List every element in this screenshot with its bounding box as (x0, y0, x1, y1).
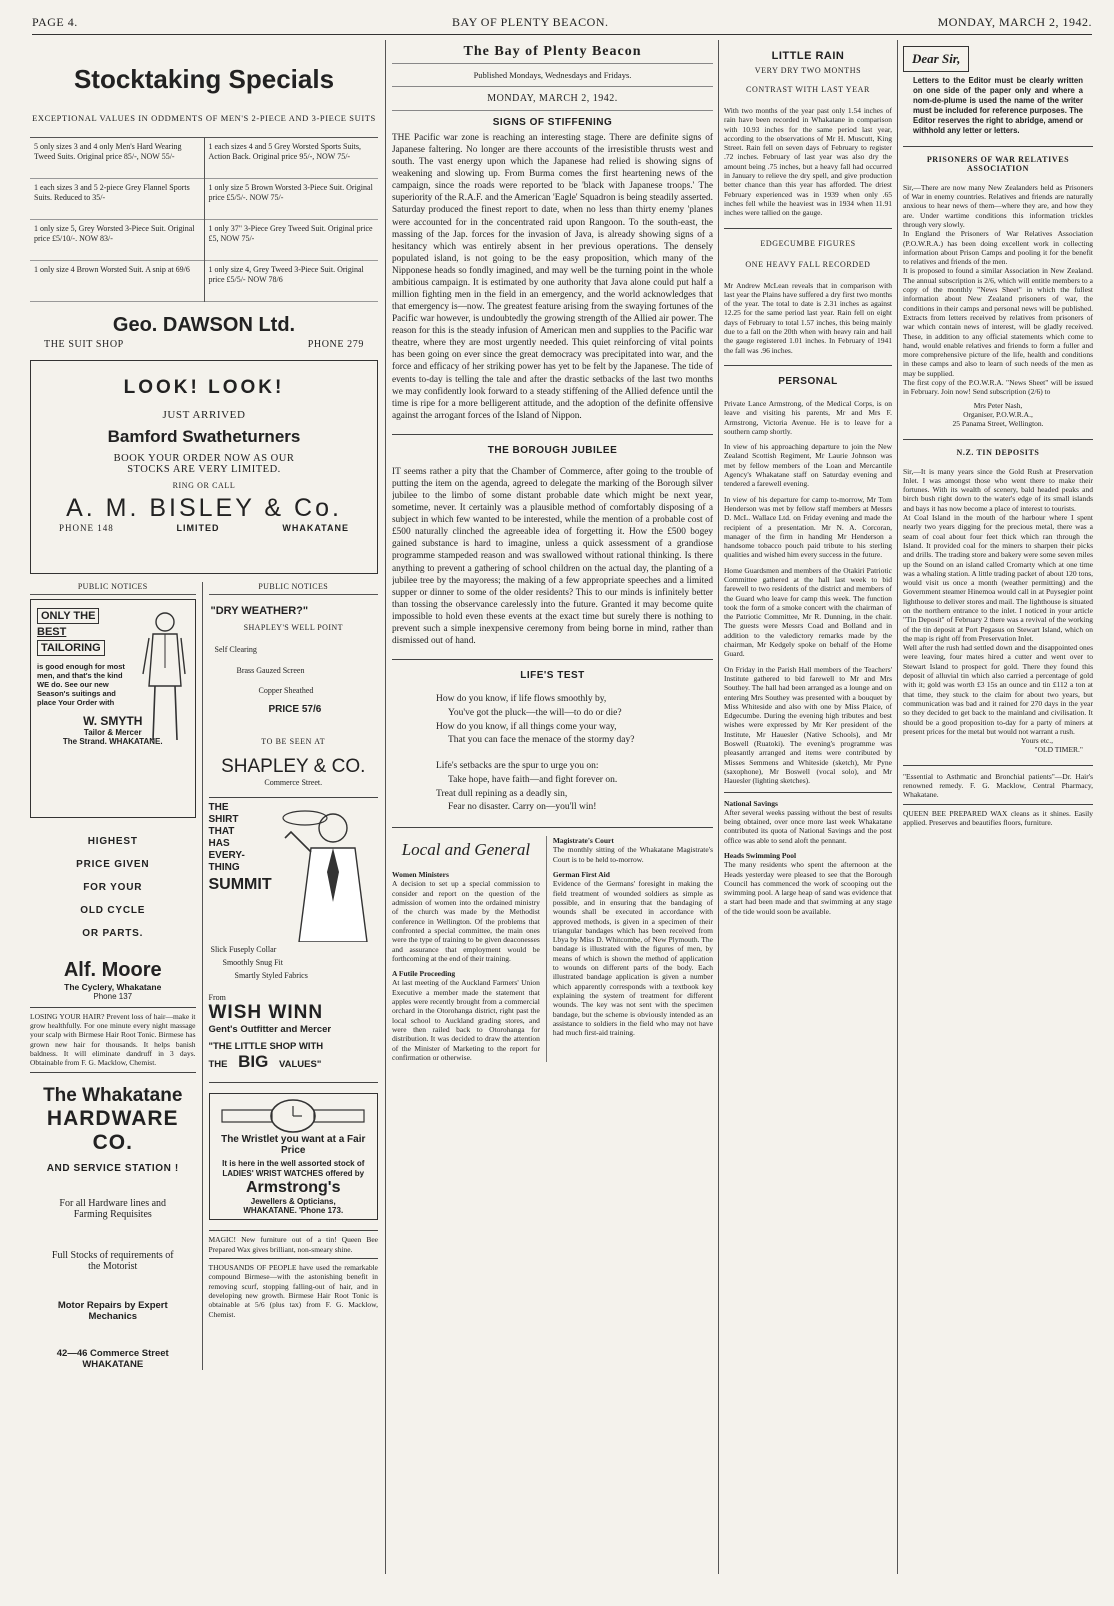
wish-slogan-the: THE (208, 1058, 228, 1070)
suit-list (30, 137, 378, 302)
armstrong-sub: Jewellers & Opticians, (250, 1197, 336, 1207)
page-header (32, 12, 1092, 35)
jubilee-text: IT seems rather a pity that the Chamber of Commerce, after going to the trouble of putting the item on the agenda, agreed to delegate the marking of the Borough silver jubilee to the limbo of some distant probable date which might be next year, sometime, never. It certainly was a plausible method of comfortably disposing of a subject in which few wanted to be interested, while the mention of a probable cost of £500 naturally clinched the agreeable idea of forgetting it. How the £500 bogey gained substance is hard to imagine, unless a quick assessment of a grandiose programme stampeded reason and was swallowed without rational thinking. Is there anything to prevent a gathering of school children on the actual day, the planting of a jubilee tree by the mayoress; the making of a few appropriate speeches and a limited supper or dinner to some of the older residents? This to our minds is infinitely better than tossing the observance carelessly into the future. Granted it may become quite impossible to hold even these events at the exact time but surely there is nothing to prevent such a simple inexpensive ceremony from being borne in mind, rather than dismissed out of hand. (392, 466, 713, 646)
poem-line: Life's setbacks are the spur to urge you on: (436, 761, 599, 772)
pow-para: It is proposed to found a similar Association in New Zealand. The annual subscription is 2/6, which will entitle members to a copy of the monthly "News Sheet" in which the fullest information about New Zealand prisoners of war, the conditions in their camps and personal news will be published. Extracts from letters received by relatives from prisoners of war which contain news of interest, will be gladly received. These, in addition to any official statements which come to hand, would enable relatives and friends to form a fuller and more comprehensive picture of the life, health and conditions in these camps and also to learn of such needs of the men as may be supplied. (903, 266, 1093, 378)
editorial-column (392, 38, 713, 1576)
letters-note: Letters to the Editor must be clearly written on one side of the paper only and where a nom-de-plume is used the name of the writer must be included for reference purposes. The Editor reserves the right to abridge, amend or withhold any letter or letters. (913, 76, 1083, 135)
cycle-line: HIGHEST (87, 835, 138, 847)
bisley-town: WHAKATANE (282, 522, 349, 533)
suit-offer: 1 only size 5 Brown Worsted 3-Piece Suit. Original price £5/5/-. NOW 75/- (205, 179, 379, 220)
pow-signature: 25 Panama Street, Wellington. (952, 419, 1044, 429)
smyth-address: The Strand. WHAKATANE. (62, 736, 163, 746)
asthma-notice: "Essential to Asthmatic and Bronchial patients"—Dr. Hair's renowned remedy. F. G. Macklow, Central Pharmacy, Whakatane. (903, 771, 1093, 800)
suit-offer: 1 only size 5, Grey Worsted 3-Piece Suit. Original price £5/10/-. NOW 83/- (30, 220, 204, 261)
shirt-line: HAS (208, 838, 230, 850)
smyth-trade: Tailor & Mercer (83, 727, 142, 737)
feature-line: Copper Sheathed (258, 686, 314, 696)
tin-para: Well after the rush had settled down and the disappointed ones were leaving, four mates hired a cutter and went over to Stewart Island to prospect for gold. There they found this deposit of alluvial tin which also carried a percentage of gold with it; gold was worth £3 15s an ounce and tin £112 a ton at that time, they stuck to the claim for about two years, but communication was bad and it rained for 270 days in the year so they decided to get back to the mainland and civilisation. It should be a good proposition to-day for a party of miners at present prices for the metal but would not warrant a rush. (903, 643, 1093, 736)
public-notices-left (30, 582, 203, 1370)
public-notices-right (203, 582, 379, 1370)
public-notices-heading: PUBLIC NOTICES (30, 582, 196, 595)
thousands-notice: THOUSANDS OF PEOPLE have used the remarkable compound Birmese—with the astonishing benefit in removing scurf, stopping falling-out of hair, and in developing new growth. Birmese Hair Root Tonic is obtainable at 5/6 (plus tax) from F. G. Macklow, Chemist. (208, 1263, 378, 1319)
cycle-ad (30, 830, 196, 945)
savings-title: National Savings (724, 798, 778, 808)
shirt-man-illustration (275, 802, 375, 942)
wristlet-title: The Wristlet you want at a Fair Price (221, 1133, 366, 1156)
shirt-line: THING (208, 862, 240, 874)
stocktaking-title: Stocktaking Specials (73, 64, 335, 94)
alf-moore-phone: Phone 137 (93, 991, 133, 1001)
stocktaking-ad (30, 64, 378, 356)
suit-offer: 1 only size 4 Brown Worsted Suit. A snip at 69/6 (30, 261, 204, 302)
dawson-name: Geo. DAWSON Ltd. (112, 313, 296, 336)
pow-title: PRISONERS OF WAR RELATIVES ASSOCIATION (926, 154, 1070, 173)
savings-text: After several weeks passing without the best of results being obtained, over once more last week Whakatane contributed its quota of National Savings and the post office was able to send aloft the pennant. (724, 807, 892, 845)
shirt-line: THAT (208, 826, 235, 838)
personal-para: In view of his approaching departure to join the New Zealand Scottish Regiment, Mr Laurie Johnson was met by fellow members of the Loan and Mercantile Agency's Whakatane staff on Saturday evening and tendered a farewell evening. (724, 442, 892, 489)
letters-column (903, 38, 1093, 1576)
personal-para: Home Guardsmen and members of the Otakiri Patriotic Committee gathered at the hall last week to bid farewell to two residents of the district and members of the Guard who leave for camp this week. The function took the form of a smoke concert with the chairman of the Patriotic Committee, Mr R. Dunning, in the chair. The guests were Messrs Coad and Bolland and in addition to the valedictory remarks made by the chairman, Mr Kedgely spoke on behalf of the Home Guard. (724, 565, 892, 659)
look-heading: LOOK! LOOK! (123, 376, 285, 398)
local-general-title: Local and General (401, 840, 531, 860)
armstrong-address: WHAKATANE. 'Phone 173. (243, 1206, 344, 1216)
smyth-body: is good enough for most men, and that's the kind WE do. See our new Season's suitings and place Your Order with (37, 661, 125, 708)
bisley-phone: PHONE 148 (59, 522, 114, 533)
wish-slogan-values: VALUES" (279, 1058, 322, 1070)
local-item-text: Evidence of the Germans' foresight in making the field treatment of wounded soldiers as simple as possible, and in ensuring that the bandaging of wounds shall be executed in accordance with approved methods, is given in a specimen of their triangular bandages which has been received from Lbya by Miss D. Whitcombe, of New Plymouth. The bandage is illustrated with the figures of men, by means of which is shown the method of application to wounds on different parts of the body. Each illustrated bandage application is given a number which apparently corresponds with a textbook key explaining the system of treatment for different wounds. The key was not sent with the specimen bandage, but the scheme is obviously intended as an assistance to soldiers in the field who may not have had much first-aid training. (552, 879, 713, 1038)
rain-title: LITTLE RAIN (771, 50, 845, 62)
pow-para: In England the Prisoners of War Relatives Association (P.O.W.R.A.) has been doing excellent work in collecting information about Prison Camps and pooling it for the benefit to relatives and friends of the men. (903, 229, 1093, 267)
public-notices-heading: PUBLIC NOTICES (209, 582, 379, 595)
tailor-figure-illustration (139, 608, 189, 748)
hardware-address-2: WHAKATANE (82, 1358, 144, 1370)
poem-line: How do you know, if all things come your way, (436, 721, 617, 732)
wish-slogan-big: BIG (238, 1051, 269, 1071)
hardware-address-1: 42—46 Commerce Street (56, 1347, 169, 1359)
dawson-phone: PHONE 279 (307, 338, 364, 350)
just-arrived: JUST ARRIVED (162, 408, 246, 421)
hardware-line-2: HARDWARE CO. (46, 1106, 179, 1154)
jubilee-title: THE BOROUGH JUBILEE (487, 444, 618, 456)
local-item-heading: A Futile Proceeding (392, 969, 456, 979)
advertising-column (30, 38, 378, 1576)
shirt-feature: Smoothly Snug Fit (222, 958, 283, 968)
wish-winn-name: WISH WINN (208, 1001, 324, 1023)
pow-signature: Mrs Peter Nash, (973, 400, 1023, 410)
armstrong-name: Armstrong's (246, 1179, 341, 1197)
personal-title: PERSONAL (778, 375, 838, 387)
shirt-line: SHIRT (208, 814, 239, 826)
wristlet-body: It is here in the well assorted stock of LADIES' WRIST WATCHES offered by (222, 1158, 365, 1179)
summit-shirt-ad (209, 802, 379, 944)
wish-slogan-1: "THE LITTLE SHOP WITH (208, 1040, 324, 1052)
smyth-ad (30, 599, 196, 818)
poem-line: That you can face the menace of the stormy day? (448, 735, 635, 746)
wish-winn-sub: Gent's Outfitter and Mercer (208, 1023, 332, 1035)
summit-brand: SUMMIT (208, 876, 272, 894)
hair-notice: LOSING YOUR HAIR? Prevent loss of hair—make it grow healthfully. For one minute every night massage your scalp with Birmese Hair Root Tonic. Birmese has grown new hair for thousands. It helps banish baldness. It will eliminate dandruff in 3 days. Obtainable from F. G. Macklow, Chemist. (30, 1011, 196, 1068)
published-line: Published Mondays, Wednesdays and Fridays. (473, 70, 632, 80)
edgecumbe-text: Mr Andrew McLean reveals that in comparison with last year the Plains have suffered a dry first two months of the year. The total to date is 2.31 inches as against 12.25 for the same period last year. Rain fell on eight days of February to total 1.57 inches, this being mainly due to a fall on the 20th when with heavy rain and hail the gauge registered 1.01 inches. In February of 1941 the fall was .96 inches. (724, 280, 892, 355)
pow-signature: Organiser, P.O.W.R.A., (963, 409, 1033, 419)
cycle-line: FOR YOUR (83, 881, 143, 893)
suit-offer: 1 only size 4, Grey Tweed 3-Piece Suit. Original price £5/5/- NOW 78/6 (205, 261, 379, 302)
bisley-ad (30, 360, 378, 574)
stocktaking-subtitle: EXCEPTIONAL VALUES IN ODDMENTS OF MEN'S 2-PIECE AND 3-PIECE SUITS (32, 113, 376, 123)
personal-para: On Friday in the Parish Hall members of the Teachers' Institute gathered to bid farewell to Mr and Mrs Southey. The hall had been arranged as a lounge and on entering Mrs Southey was presented with a bouquet by Miss Whiteside and also with one by Miss Plaice, of Edgecumbe. During the evening high tributes and best wishes were expressed by Mr Ker president of the Institute, Mr Hauesler (Native Schools), and Mr Boswell (Ruatoki). The evening's programme was pleasantly arranged and items were contributed by Misses Semmens and Whiteside (sketch), Mr Pyne (saxophone), Mr Boswell (vocal solo), and Mr Hauesler (lighting sketches). (724, 664, 892, 786)
page-number: PAGE 4. (32, 15, 78, 29)
hardware-line-1: The Whakatane (43, 1084, 183, 1106)
editorial-text: THE Pacific war zone is reaching an interesting stage. There are definite signs of Japanese faltering. No longer are there accounts of the irresistible thrusts west and south. The vast energy upon which the Japanese had relied is showing signs of weakening and slowing up. From Burma comes the first heartening news of the campaign, since the roads were reported to be 'black with Japanese troops.' The superiority of the R.A.F. and the American 'Eagle' Squadron is being steadily asserted. Saturday produced the finest report to date, when no less than thirty enemy 'planes were accounted for in the concentrated raid upon Rangoon. To the south-east, the massing of the Jap. forces for the invasion of Java, is already showing signs of a hesitancy which was entirely absent in her previous operations. The densely populated island, is not going to be the easy proposition, which many of the Nipponese heads so fondly imagined, and may well be the turning point in the whole ambitious campaign. It is estimated by one authority that Java alone could put half a million fighting men in the field in an emergency, and the world acknowledges that that emergency is—now. The greatest feature arising from the swaying fortunes of the Pacific war however, is undoubtedly the growing strength of the Allied air power. The reason for this is the steady infusion of American men and supplies to the Pacific war theatre, where they are most urgently needed. This quiet reinforcing of vital points has been going on ever since the great democracy was precipitated into war, and the force and efficacy of her striking power has yet to be felt by the Japanese. The tide of events to-day is telling the tale and after the drastic setbacks of the last two months we may confidently look forward to a steady stiffening of the Allied defence until the time is ripe for a more belligerent attitude, and the adoption of the definite offensive against the arrogant forces of the Island of Nippon. (392, 133, 713, 421)
tin-para: At Coal Island in the mouth of the harbour where I spent nearly two years digging for the precious metal, there was a seam of coal about four feet thick which ran through the Island. It provided coal for the miners to sharpen their picks and drills. The trading store and bakery were some seven miles up the Sound on an island called Cromarty which at one time was a whaling station. A little trading packet of about 120 tons, would visit us once a month (weather permitting) and the Government steamer Hinemoa would call in at Puysegier point lighthouse to deliver stores and mail. The lighthouse is situated on the northern entrance to the inlet. I noticed in your article "Tin Deposit" of February 2 there was a revival of the working of the tin deposit at Port Pegasus on Stewart Island, which on the map is right off from Preservation Inlet. (903, 513, 1093, 643)
shirt-line: THE (208, 802, 229, 814)
local-item-text: The monthly sitting of the Whakatane Magistrate's Court is to be held to-morrow. (552, 845, 713, 864)
alf-moore-sub: The Cyclery, Whakatane (64, 981, 162, 992)
hardware-station: AND SERVICE STATION ! (46, 1162, 179, 1174)
shapley-price: PRICE 57/6 (268, 704, 322, 716)
local-item-text: A decision to set up a special commission to consider and report on the question of the admission of women into the ordained ministry of the church was made by the Methodist conference in Wellington. Of the problems that confronted a special committee, the main ones were the type of training to be given deaconesses and assurance that employment would be forthcoming at the end of their training. (392, 879, 540, 963)
column-divider (897, 40, 898, 1574)
feature-line: Brass Gauzed Screen (236, 665, 305, 675)
shirt-line: EVERY- (208, 850, 245, 862)
queen-bee-notice: QUEEN BEE PREPARED WAX cleans as it shines. Easily applied. Preserves and beautifies floors, furniture. (903, 808, 1093, 827)
news-column (724, 38, 892, 1576)
bamford-product: Bamford Swatheturners (107, 426, 301, 446)
smyth-name: W. SMYTH (83, 713, 143, 728)
pool-text: The many residents who spent the afternoon at the Heads yesterday were pleased to see that the Borough Council has commenced the work of scooping out the swimming pool. A large heap of sand was evidence that a start had been made and that swimming at any stage of the tide would soon be available. (724, 860, 892, 916)
poem-line: How do you know, if life flows smoothly by, (436, 694, 607, 705)
cycle-line: PRICE GIVEN (76, 858, 150, 870)
local-item-heading: German First Aid (552, 870, 610, 880)
dawson-sub: THE SUIT SHOP (44, 338, 124, 350)
to-be-seen: TO BE SEEN AT (261, 737, 326, 747)
personal-para: In view of his departure for camp to-morrow, Mr Tom Henderson was met by fellow staff members at Messrs D. McL. Wallace Ltd. on Friday evening and made the recipient of a presentation. Mr N. A. Corcoran, manager of the firm in handing Mr Henderson a handsome tobacco pouch paid tribute to his sterling qualities and wished him every success in the future. (724, 494, 892, 560)
editorial-title: SIGNS OF STIFFENING (492, 117, 613, 128)
masthead: The Bay of Plenty Beacon (463, 44, 642, 59)
poem-line: You've got the pluck—the will—to do or die? (448, 707, 622, 718)
suit-offer: 1 each sizes 4 and 5 Grey Worsted Sports Suits, Action Back. Original price 95/-, NOW 75/- (205, 138, 379, 179)
column-divider (385, 40, 386, 1574)
editorial-date: MONDAY, MARCH 2, 1942. (487, 93, 618, 104)
hardware-lines: For all Hardware lines and Farming Requisites (59, 1197, 167, 1220)
poem-line: Take hope, have faith—and fight forever on. (448, 774, 618, 785)
bisley-limited: LIMITED (176, 522, 220, 533)
poem-line: Treat dull repining as a deadly sin, (436, 788, 568, 799)
ring-or-call: RING OR CALL (172, 480, 236, 490)
book-line-2: STOCKS ARE VERY LIMITED. (127, 463, 281, 475)
shapley-street: Commerce Street. (264, 778, 323, 788)
edgecumbe-title: EDGECUMBE FIGURES (760, 238, 856, 248)
shirt-feature: Smartly Styled Fabrics (234, 970, 308, 980)
shirt-feature: Slick Fuseply Collar (210, 945, 277, 955)
suit-offer: 5 only sizes 3 and 4 only Men's Hard Wearing Tweed Suits. Original price 85/-, NOW 55/- (30, 138, 204, 179)
edgecumbe-subtitle: ONE HEAVY FALL RECORDED (745, 259, 871, 269)
magic-notice: MAGIC! New furniture out of a tin! Queen Bee Prepared Wax gives brilliant, non-smeary shine. (208, 1235, 378, 1254)
book-line-1: BOOK YOUR ORDER NOW AS OUR (113, 452, 295, 464)
poem (392, 693, 713, 815)
tin-title: N.Z. TIN DEPOSITS (956, 447, 1040, 457)
local-item-heading: Women Ministers (392, 870, 449, 880)
dry-weather: "DRY WEATHER?" (210, 604, 309, 617)
bisley-name: A. M. BISLEY & Co. (66, 493, 342, 522)
wristwatch-illustration (218, 1098, 368, 1134)
smyth-heading-3: TAILORING (37, 640, 105, 656)
local-general-right (547, 836, 713, 1062)
tin-para: Sir,—It is many years since the Gold Rush at Preservation Inlet. I was amongst those who went there to make their fortunes. With its wealth of scenery, bald headed peaks and birch bush right down to the water's edge of its small islands and bays it has now become a place of interest to tourists. (903, 466, 1093, 513)
tin-signature: Yours etc., (1021, 736, 1053, 746)
issue-date: MONDAY, MARCH 2, 1942. (937, 15, 1092, 29)
local-item-heading: Magistrate's Court (552, 836, 614, 846)
hardware-stocks: Full Stocks of requirements of the Motorist (51, 1249, 174, 1272)
pow-para: Sir,—There are now many New Zealanders held as Prisoners of War in enemy countries. Relatives and friends are naturally anxious to hear news of them—where they are, and how they are. Under wartime conditions this information trickles through very slowly. (903, 182, 1093, 229)
paper-name: BAY OF PLENTY BEACON. (452, 15, 609, 29)
rain-subtitle: VERY DRY TWO MONTHS (754, 66, 862, 75)
alf-moore-name: Alf. Moore (63, 958, 162, 981)
pool-title: Heads Swimming Pool (724, 851, 797, 860)
local-general-left (392, 836, 547, 1062)
column-divider (718, 40, 719, 1574)
personal-para: Private Lance Armstrong, of the Medical Corps, is on leave and visiting his parents, Mr and Mrs F. Armstrong, Victoria Avenue. He is to leave for a southern camp shortly. (724, 398, 892, 436)
hardware-repairs: Motor Repairs by Expert Mechanics (57, 1299, 168, 1322)
smyth-heading-2: BEST (37, 625, 67, 638)
rain-subtitle-2: CONTRAST WITH LAST YEAR (746, 85, 870, 94)
armstrong-ad (209, 1093, 379, 1221)
suit-offer: 1 each sizes 3 and 5 2-piece Grey Flannel Sports Suits. Reduced to 35/- (30, 179, 204, 220)
shapley-name: SHAPLEY & CO. (221, 756, 366, 778)
local-item-text: At last meeting of the Auckland Farmers' Union Executive a member made the statement that apples were recently brought from a commercial orchard in the Otorohanga district, right past the local school to Auckland grading stores, and were then railed back to Otorohanga for distribution. It was decided to draw the attention of the Minister of Marketing to the report for confirmation or otherwise. (392, 978, 540, 1062)
poem-title: LIFE'S TEST (520, 670, 585, 682)
feature-line: Self Clearing (214, 644, 257, 654)
poem-line: Fear no disaster. Carry on—you'll win! (448, 802, 597, 813)
cycle-line: OR PARTS. (82, 927, 144, 939)
from-label: From (208, 992, 226, 1002)
dear-sir-heading: Dear Sir, (903, 46, 969, 72)
pow-para: The first copy of the P.O.W.R.A. "News Sheet" will be issued in February. Join now! Send subscription (2/6) to (903, 378, 1093, 397)
shapley-well-point: SHAPLEY'S WELL POINT (243, 622, 343, 632)
suit-offer: 1 only 37" 3-Piece Grey Tweed Suit. Original price £5, NOW 75/- (205, 220, 379, 261)
tin-signature: "OLD TIMER." (1034, 745, 1083, 755)
cycle-line: OLD CYCLE (80, 904, 146, 916)
smyth-heading-1: ONLY THE (37, 608, 99, 624)
rain-text: With two months of the year past only 1.54 inches of rain have been recorded in Whakatane in comparison with 10.93 inches for the same period last year, according to the observations of Mr H. Muscutt, King Street. Rain fell on seven days of February to register .72 inches. February of last year was also dry the amount being .75 inches, but a heavy fall had occurred in January to relieve the dry spell, and give production better chance than this year has afforded. The driest February experienced was in 1939 when only .65 inches fell while the heaviest was in 1934 when 11.91 inches were tallied on the gauge. (724, 106, 892, 218)
shapley-ad (209, 595, 379, 793)
